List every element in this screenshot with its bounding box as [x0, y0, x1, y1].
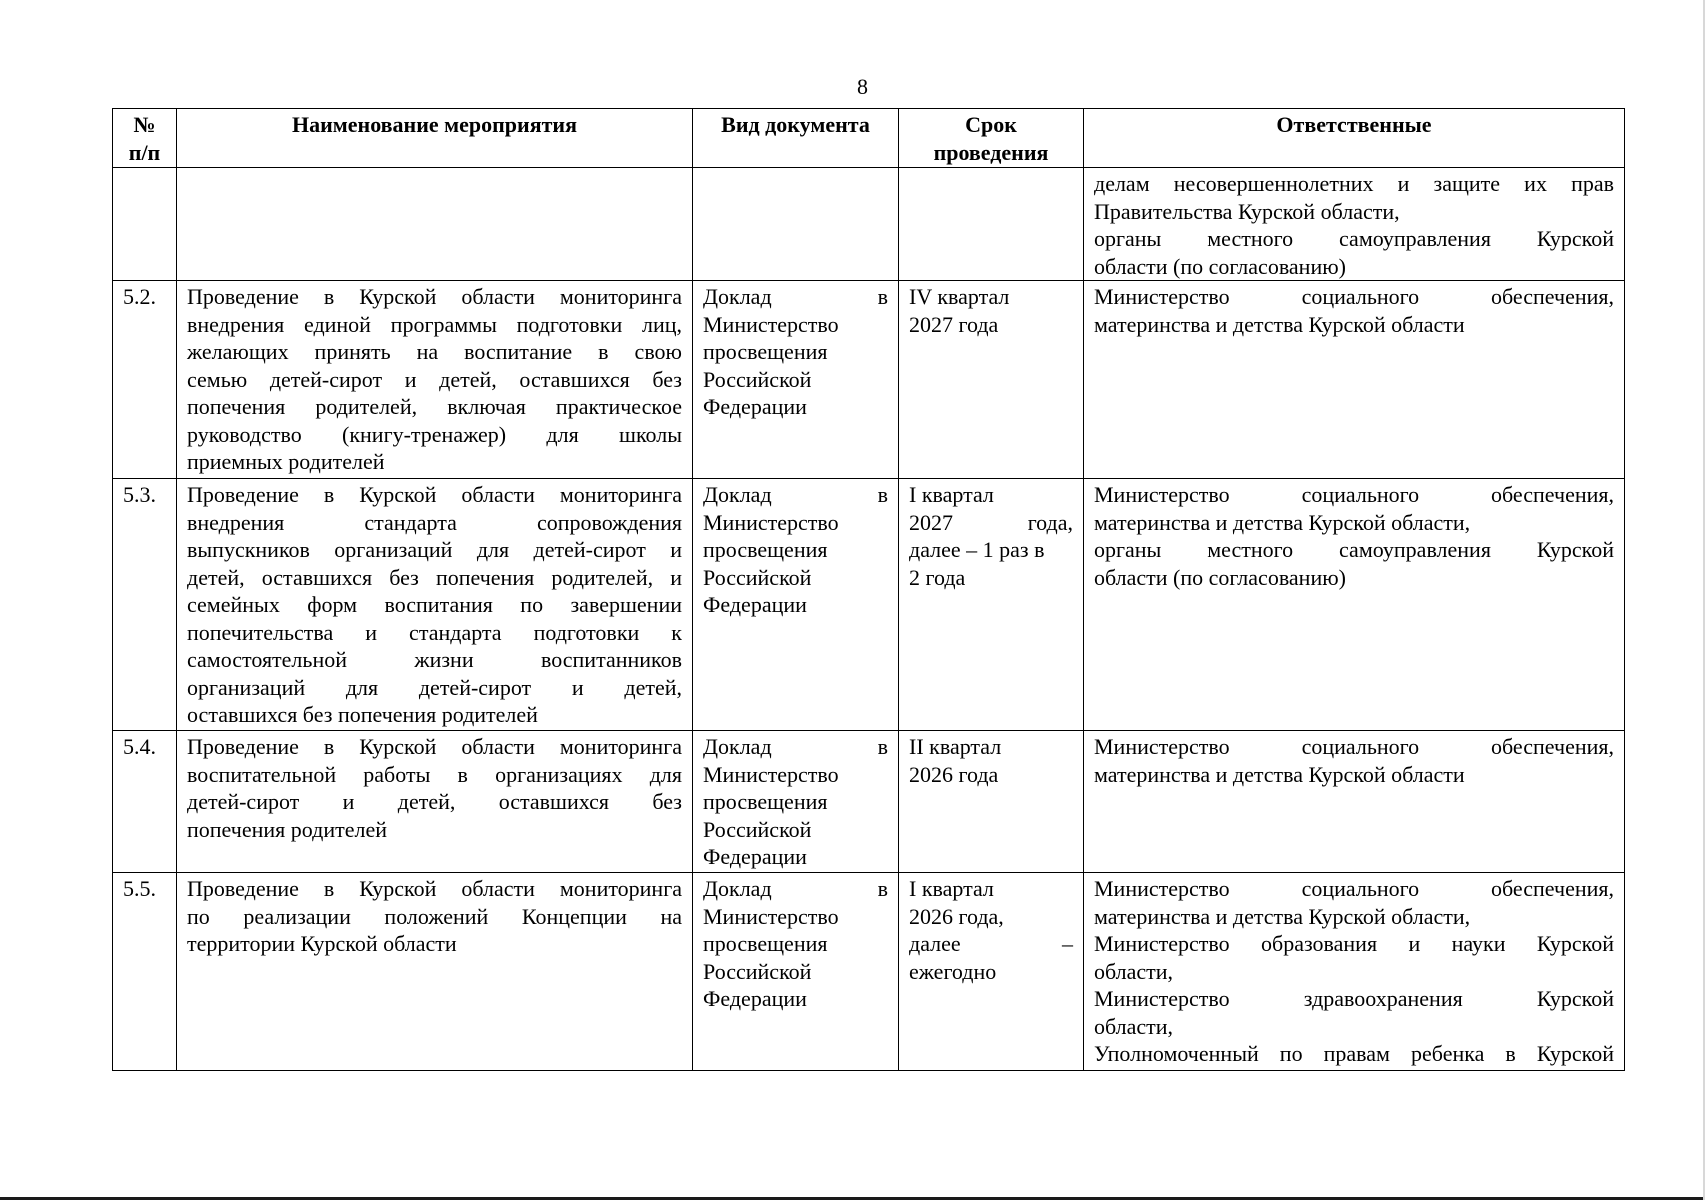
cell-number: 5.5.: [113, 873, 177, 1071]
text-line: территории Курской области: [187, 931, 457, 956]
header-number: № п/п: [113, 109, 177, 168]
cell-document-type: [693, 281, 899, 479]
text-line: области,: [1094, 1013, 1174, 1039]
text-line: IV квартал: [909, 284, 1010, 309]
text-line: попечения родителей, включая практическое: [187, 394, 682, 419]
cell-responsible: [1084, 479, 1625, 731]
cell-document-type: [693, 731, 899, 873]
text-line: Министерство: [703, 311, 839, 337]
header-activity-name: Наименование мероприятия: [177, 109, 693, 168]
cell-activity-name: [177, 479, 693, 731]
text-line: Правительства Курской области,: [1094, 198, 1400, 224]
document-first-line: [703, 481, 888, 509]
text-line: руководство (книгу-тренажер) для школы: [187, 421, 682, 447]
text-line: Министерство социального обеспечения,: [1094, 284, 1614, 309]
text-line: Федерации: [703, 844, 807, 869]
cell-activity-name: [177, 281, 693, 479]
header-term: Срок проведения: [899, 109, 1084, 168]
text-line: выпускников организаций для детей-сирот и: [187, 537, 682, 562]
cell-responsible: [1084, 873, 1625, 1071]
table-row: [113, 281, 1625, 479]
text-line: семейных форм воспитания по завершении: [187, 592, 682, 617]
text-line: приемных родителей: [187, 449, 385, 474]
text-line: Федерации: [703, 592, 807, 617]
text-line: материнства и детства Курской области: [1094, 311, 1465, 337]
text-line: материнства и детства Курской области,: [1094, 903, 1471, 929]
cell-number: 5.4.: [113, 731, 177, 873]
cell-term: [899, 479, 1084, 731]
text-line: по реализации положений Концепции на: [187, 903, 682, 929]
text-line: II квартал: [909, 734, 1002, 759]
text-line: органы местного самоуправления Курской: [1094, 537, 1614, 562]
text-line: материнства и детства Курской области: [1094, 761, 1465, 787]
cell-activity-name: [177, 731, 693, 873]
text-line: Федерации: [703, 394, 807, 419]
text-line: внедрения единой программы подготовки лиц,: [187, 311, 682, 337]
text-line: Российской: [703, 816, 812, 842]
cell-activity-name: [177, 873, 693, 1071]
text-line: области,: [1094, 958, 1174, 984]
text-line: семью детей-сирот и детей, оставшихся без: [187, 366, 682, 392]
text-line: Проведение в Курской области мониторинга: [187, 876, 682, 901]
text-line: детей-сирот и детей, оставшихся без: [187, 789, 682, 814]
text-line: 2027 года,: [909, 509, 1073, 535]
text-line: организаций для детей-сирот и детей,: [187, 674, 682, 700]
text-line: Федерации: [703, 986, 807, 1011]
cell-term: [899, 731, 1084, 873]
text-word: в: [877, 482, 888, 507]
table-row: [113, 731, 1625, 873]
header-responsible: Ответственные: [1084, 109, 1625, 168]
text-line: области (по согласованию): [1094, 564, 1346, 590]
cell-responsible: [1084, 281, 1625, 479]
text-line: воспитательной работы в организациях для: [187, 761, 682, 787]
text-line: 2 года: [909, 564, 966, 590]
table-row: [113, 873, 1625, 1071]
text-line: Министерство здравоохранения Курской: [1094, 986, 1614, 1011]
text-line: органы местного самоуправления Курской: [1094, 226, 1614, 251]
text-word: Доклад: [703, 284, 772, 309]
text-line: Проведение в Курской области мониторинга: [187, 284, 682, 309]
text-word: в: [877, 284, 888, 309]
document-first-line: [703, 733, 888, 761]
cell-number: [113, 168, 177, 281]
table-row: [113, 479, 1625, 731]
text-line: Министерство социального обеспечения,: [1094, 876, 1614, 901]
cell-responsible: [1084, 168, 1625, 281]
text-line: 2027 года: [909, 311, 999, 337]
document-first-line: [703, 875, 888, 903]
text-word: в: [877, 876, 888, 901]
text-line: Министерство социального обеспечения,: [1094, 482, 1614, 507]
text-line: желающих принять на воспитание в свою: [187, 339, 682, 364]
text-word: Доклад: [703, 482, 772, 507]
table-row-continuation: [113, 168, 1625, 281]
text-line: области (по согласованию): [1094, 253, 1346, 279]
text-line: Российской: [703, 366, 812, 392]
text-line: оставшихся без попечения родителей: [187, 702, 538, 727]
text-line: просвещения: [703, 931, 828, 956]
text-word: Доклад: [703, 876, 772, 901]
text-line: далее – 1 раз в: [909, 537, 1045, 562]
text-line: Министерство образования и науки Курской: [1094, 931, 1614, 956]
text-line: Российской: [703, 564, 812, 590]
text-line: I квартал: [909, 876, 994, 901]
text-line: 2026 года,: [909, 903, 1004, 929]
text-line: Уполномоченный по правам ребенка в Курской: [1094, 1041, 1614, 1066]
text-line: Министерство: [703, 761, 839, 787]
text-line: внедрения стандарта сопровождения: [187, 509, 682, 535]
text-line: далее –: [909, 931, 1073, 956]
cell-term: [899, 168, 1084, 281]
text-line: попечения родителей: [187, 816, 387, 842]
text-line: Проведение в Курской области мониторинга: [187, 482, 682, 507]
text-word: Доклад: [703, 734, 772, 759]
text-line: просвещения: [703, 789, 828, 814]
text-line: делам несовершеннолетних и защите их прав: [1094, 171, 1614, 196]
cell-number: 5.2.: [113, 281, 177, 479]
text-line: I квартал: [909, 482, 994, 507]
cell-number: 5.3.: [113, 479, 177, 731]
text-line: 2026 года: [909, 761, 999, 787]
text-line: Министерство социального обеспечения,: [1094, 734, 1614, 759]
text-line: самостоятельной жизни воспитанников: [187, 647, 682, 672]
text-line: Проведение в Курской области мониторинга: [187, 734, 682, 759]
text-line: просвещения: [703, 339, 828, 364]
text-line: попечительства и стандарта подготовки к: [187, 619, 682, 645]
page-number: 8: [857, 74, 868, 99]
cell-document-type: [693, 168, 899, 281]
header-document-type: Вид документа: [693, 109, 899, 168]
text-line: Российской: [703, 958, 812, 984]
text-line: Министерство: [703, 509, 839, 535]
text-word: в: [877, 734, 888, 759]
text-line: Министерство: [703, 903, 839, 929]
text-line: материнства и детства Курской области,: [1094, 509, 1471, 535]
text-line: ежегодно: [909, 958, 997, 984]
text-line: детей, оставшихся без попечения родителей, и: [187, 564, 682, 590]
table-header-row: [113, 109, 1625, 168]
document-first-line: [703, 283, 888, 311]
activities-table: [112, 108, 1625, 1071]
cell-document-type: [693, 873, 899, 1071]
text-line: просвещения: [703, 537, 828, 562]
cell-document-type: [693, 479, 899, 731]
cell-term: [899, 281, 1084, 479]
cell-activity-name: [177, 168, 693, 281]
cell-responsible: [1084, 731, 1625, 873]
cell-term: [899, 873, 1084, 1071]
